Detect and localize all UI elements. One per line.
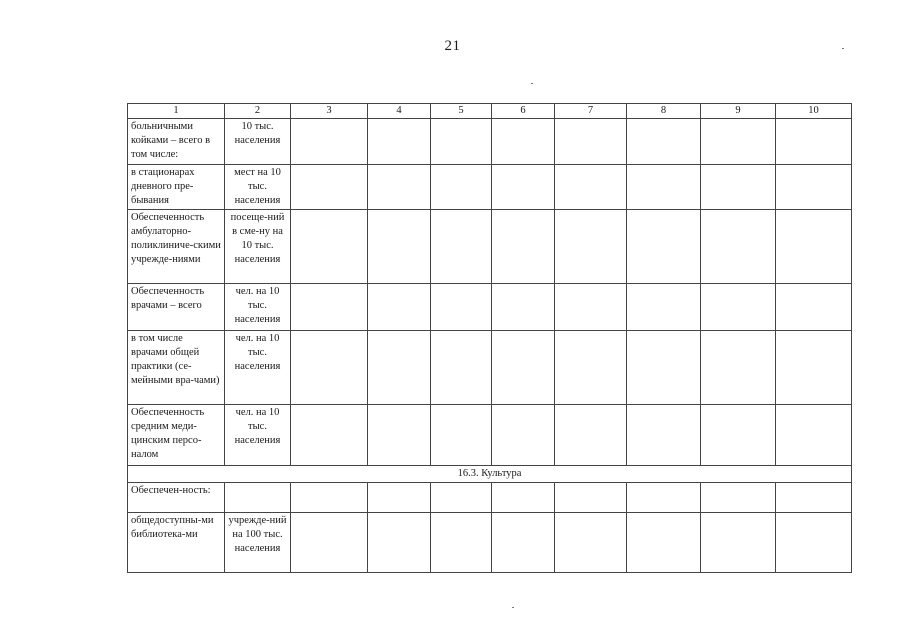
- value-cell: [431, 513, 492, 573]
- header-row: [128, 104, 852, 119]
- value-cell: [555, 483, 627, 513]
- table-row: [128, 210, 852, 284]
- value-cell: [555, 405, 627, 466]
- value-cell: [431, 331, 492, 405]
- scan-speck: [512, 607, 514, 608]
- value-cell: [431, 210, 492, 284]
- value-cell: [627, 483, 701, 513]
- value-cell: [701, 513, 776, 573]
- value-cell: [431, 405, 492, 466]
- value-cell: [492, 513, 555, 573]
- value-cell: [492, 483, 555, 513]
- value-cell: [431, 284, 492, 331]
- value-cell: [627, 119, 701, 165]
- unit-cell: мест на 10 тыс. населения: [225, 165, 291, 210]
- value-cell: [291, 483, 368, 513]
- value-cell: [701, 405, 776, 466]
- scan-speck: [842, 48, 844, 49]
- value-cell: [368, 405, 431, 466]
- value-cell: [291, 165, 368, 210]
- value-cell: [492, 210, 555, 284]
- value-cell: [368, 331, 431, 405]
- unit-cell: чел. на 10 тыс. населения: [225, 331, 291, 405]
- scan-speck: [531, 83, 533, 84]
- unit-cell: 10 тыс. населения: [225, 119, 291, 165]
- value-cell: [627, 284, 701, 331]
- value-cell: [701, 165, 776, 210]
- indicator-cell: Обеспечен-ность:: [128, 483, 225, 513]
- header-cell: 8: [627, 104, 701, 119]
- value-cell: [291, 331, 368, 405]
- value-cell: [701, 483, 776, 513]
- value-cell: [555, 331, 627, 405]
- value-cell: [701, 119, 776, 165]
- value-cell: [492, 331, 555, 405]
- value-cell: [492, 165, 555, 210]
- header-cell: 4: [368, 104, 431, 119]
- value-cell: [627, 405, 701, 466]
- value-cell: [627, 165, 701, 210]
- header-cell: 10: [776, 104, 852, 119]
- table-row: [128, 284, 852, 331]
- page-number: 21: [444, 38, 461, 54]
- indicator-cell: в стационарах дневного пре-бывания: [128, 165, 225, 210]
- header-cell: 2: [225, 104, 291, 119]
- value-cell: [627, 513, 701, 573]
- value-cell: [431, 165, 492, 210]
- header-cell: 5: [431, 104, 492, 119]
- value-cell: [776, 119, 852, 165]
- value-cell: [291, 210, 368, 284]
- value-cell: [291, 119, 368, 165]
- unit-cell: чел. на 10 тыс. населения: [225, 405, 291, 466]
- table-row: [128, 513, 852, 573]
- value-cell: [776, 284, 852, 331]
- indicator-cell: общедоступны-ми библиотека-ми: [128, 513, 225, 573]
- value-cell: [291, 513, 368, 573]
- value-cell: [701, 284, 776, 331]
- value-cell: [492, 284, 555, 331]
- value-cell: [368, 119, 431, 165]
- value-cell: [555, 165, 627, 210]
- table-row: [128, 331, 852, 405]
- value-cell: [431, 119, 492, 165]
- value-cell: [627, 331, 701, 405]
- table-row: [128, 119, 852, 165]
- table-row: [128, 483, 852, 513]
- indicator-cell: Обеспеченность амбулаторно-поликлиниче-скими учрежде-ниями: [128, 210, 225, 284]
- value-cell: [431, 483, 492, 513]
- value-cell: [776, 210, 852, 284]
- value-cell: [368, 210, 431, 284]
- header-cell: 3: [291, 104, 368, 119]
- unit-cell: чел. на 10 тыс. населения: [225, 284, 291, 331]
- header-cell: 6: [492, 104, 555, 119]
- section-title: 16.3. Культура: [128, 466, 852, 483]
- value-cell: [555, 210, 627, 284]
- indicator-cell: в том числе врачами общей практики (се-мейными вра-чами): [128, 331, 225, 405]
- header-cell: 1: [128, 104, 225, 119]
- value-cell: [368, 165, 431, 210]
- section-row: [128, 466, 852, 483]
- header-cell: 9: [701, 104, 776, 119]
- value-cell: [492, 119, 555, 165]
- value-cell: [291, 405, 368, 466]
- value-cell: [291, 284, 368, 331]
- indicator-cell: больничными койками – всего в том числе:: [128, 119, 225, 165]
- unit-cell: [225, 483, 291, 513]
- value-cell: [776, 483, 852, 513]
- indicator-cell: Обеспеченность средним меди-цинским персо-налом: [128, 405, 225, 466]
- value-cell: [492, 405, 555, 466]
- statistics-table: [127, 103, 852, 573]
- value-cell: [368, 513, 431, 573]
- unit-cell: посеще-ний в сме-ну на 10 тыс. населения: [225, 210, 291, 284]
- indicator-cell: Обеспеченность врачами – всего: [128, 284, 225, 331]
- unit-cell: учрежде-ний на 100 тыс. населения: [225, 513, 291, 573]
- table-row: [128, 165, 852, 210]
- value-cell: [776, 331, 852, 405]
- value-cell: [776, 405, 852, 466]
- table-row: [128, 405, 852, 466]
- value-cell: [368, 483, 431, 513]
- value-cell: [701, 210, 776, 284]
- value-cell: [555, 284, 627, 331]
- value-cell: [368, 284, 431, 331]
- value-cell: [701, 331, 776, 405]
- value-cell: [555, 513, 627, 573]
- value-cell: [555, 119, 627, 165]
- value-cell: [776, 165, 852, 210]
- header-cell: 7: [555, 104, 627, 119]
- value-cell: [627, 210, 701, 284]
- value-cell: [776, 513, 852, 573]
